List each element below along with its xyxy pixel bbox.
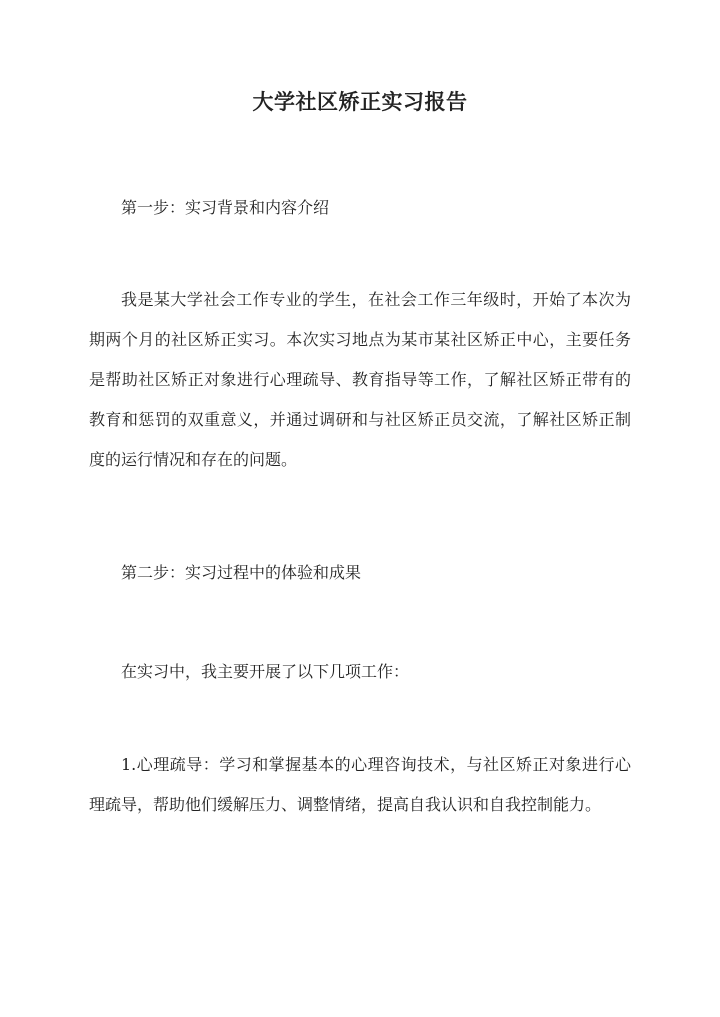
section-heading-step-two: 第二步：实习过程中的体验和成果 [121,563,362,582]
work-intro-paragraph: 在实习中，我主要开展了以下几项工作： [121,662,410,681]
psychological-counseling-paragraph: 1.心理疏导：学习和掌握基本的心理咨询技术，与社区矫正对象进行心理疏导，帮助他们缓解压力、调整情绪，提高自我认识和自我控制能力。 [89,755,631,814]
section-heading-step-one: 第一步：实习背景和内容介绍 [121,198,330,217]
document-title: 大学社区矫正实习报告 [252,89,468,114]
background-paragraph: 我是某大学社会工作专业的学生，在社会工作三年级时，开始了本次为期两个月的社区矫正实习。本次实习地点为某市某社区矫正中心，主要任务是帮助社区矫正对象进行心理疏导、教育指导等工作，了解社区矫正带有的教育和惩罚的双重意义，并通过调研和与社区矫正员交流，了解社区矫正制度的运行情况和存在的问题。 [89,290,631,469]
